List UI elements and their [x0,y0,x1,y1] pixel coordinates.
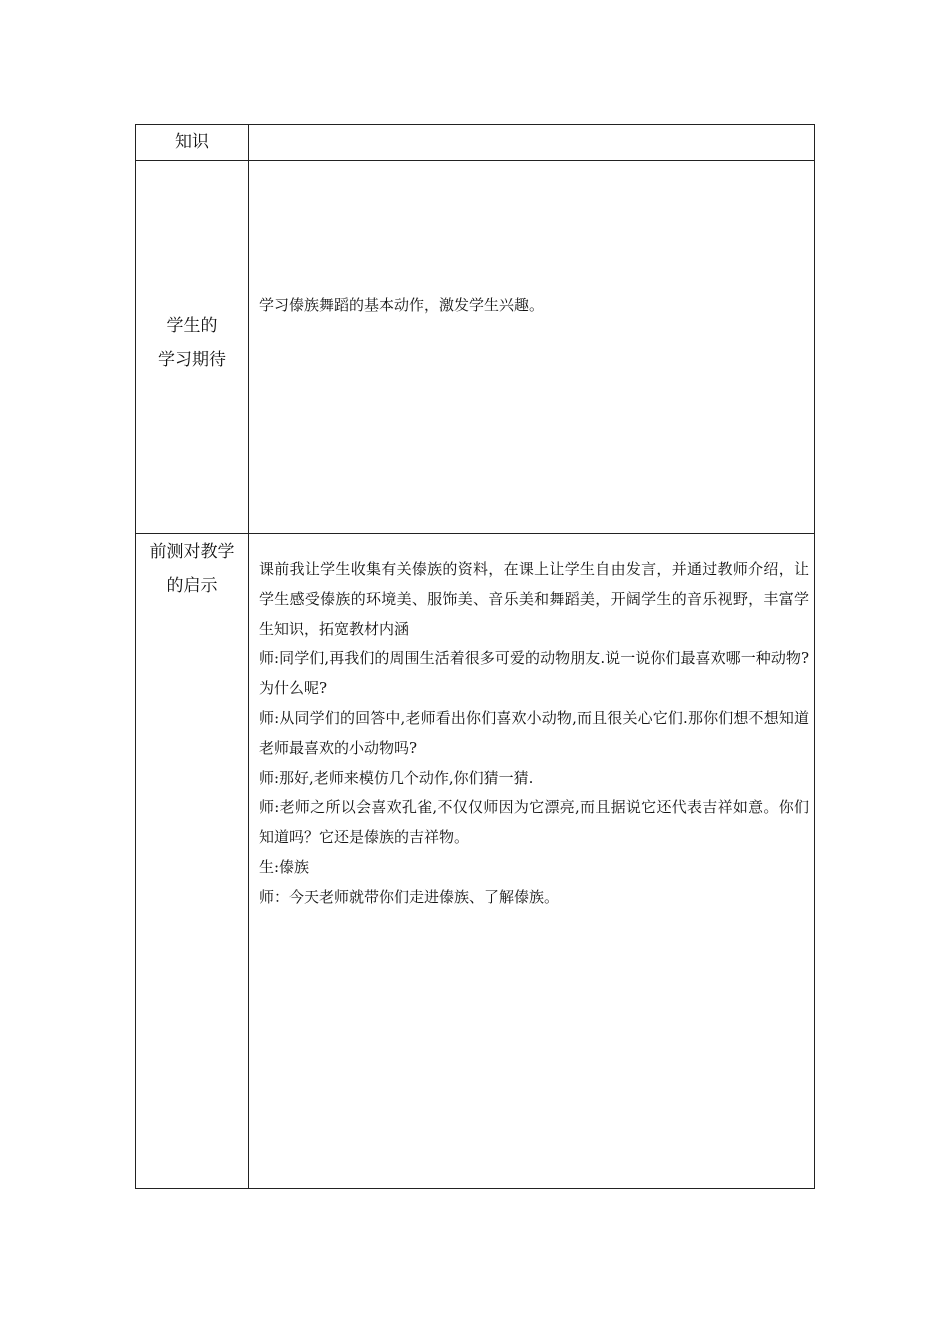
content-paragraph: 学习傣族舞蹈的基本动作，激发学生兴趣。 [259,296,545,314]
row-label-student-expectation [136,309,248,377]
row-label-line: 的启示 [166,576,218,596]
content-paragraph: 师:从同学们的回答中,老师看出你们喜欢小动物,而且很关心它们.那你们想不想知道老师最喜欢的小动物吗? [259,708,809,757]
content-paragraph: 生:傣族 [259,857,310,876]
row-content-student-expectation [259,292,809,318]
content-paragraph: 师:老师之所以会喜欢孔雀,不仅仅师因为它漂亮,而且据说它还代表吉祥如意。你们知道吗？它还是傣族的吉祥物。 [259,798,809,847]
row-label-line: 知识 [175,132,209,152]
row-content-pretest-insight [259,555,809,913]
content-paragraph: 课前我让学生收集有关傣族的资料，在课上让学生自由发言，并通过教师介绍，让学生感受傣族的环境美、服饰美、音乐美和舞蹈美，开阔学生的音乐视野，丰富学生知识，拓宽教材内涵 [259,560,809,638]
row-divider [136,160,814,161]
row-label-line: 学生的 [166,316,218,336]
lesson-table [135,124,815,1189]
content-paragraph: 师：今天老师就带你们走进傣族、了解傣族。 [259,887,560,906]
row-label-knowledge [136,125,248,159]
row-label-line: 学习期待 [158,350,226,370]
row-label-line: 前测对教学 [149,542,235,562]
content-paragraph: 师:同学们,再我们的周围生活着很多可爱的动物朋友.说一说你们最喜欢哪一种动物?为什么呢? [259,649,809,698]
content-paragraph: 师:那好,老师来模仿几个动作,你们猜一猜. [259,768,534,787]
row-label-pretest-insight [136,535,248,603]
column-divider [248,125,249,1188]
row-divider [136,533,814,534]
